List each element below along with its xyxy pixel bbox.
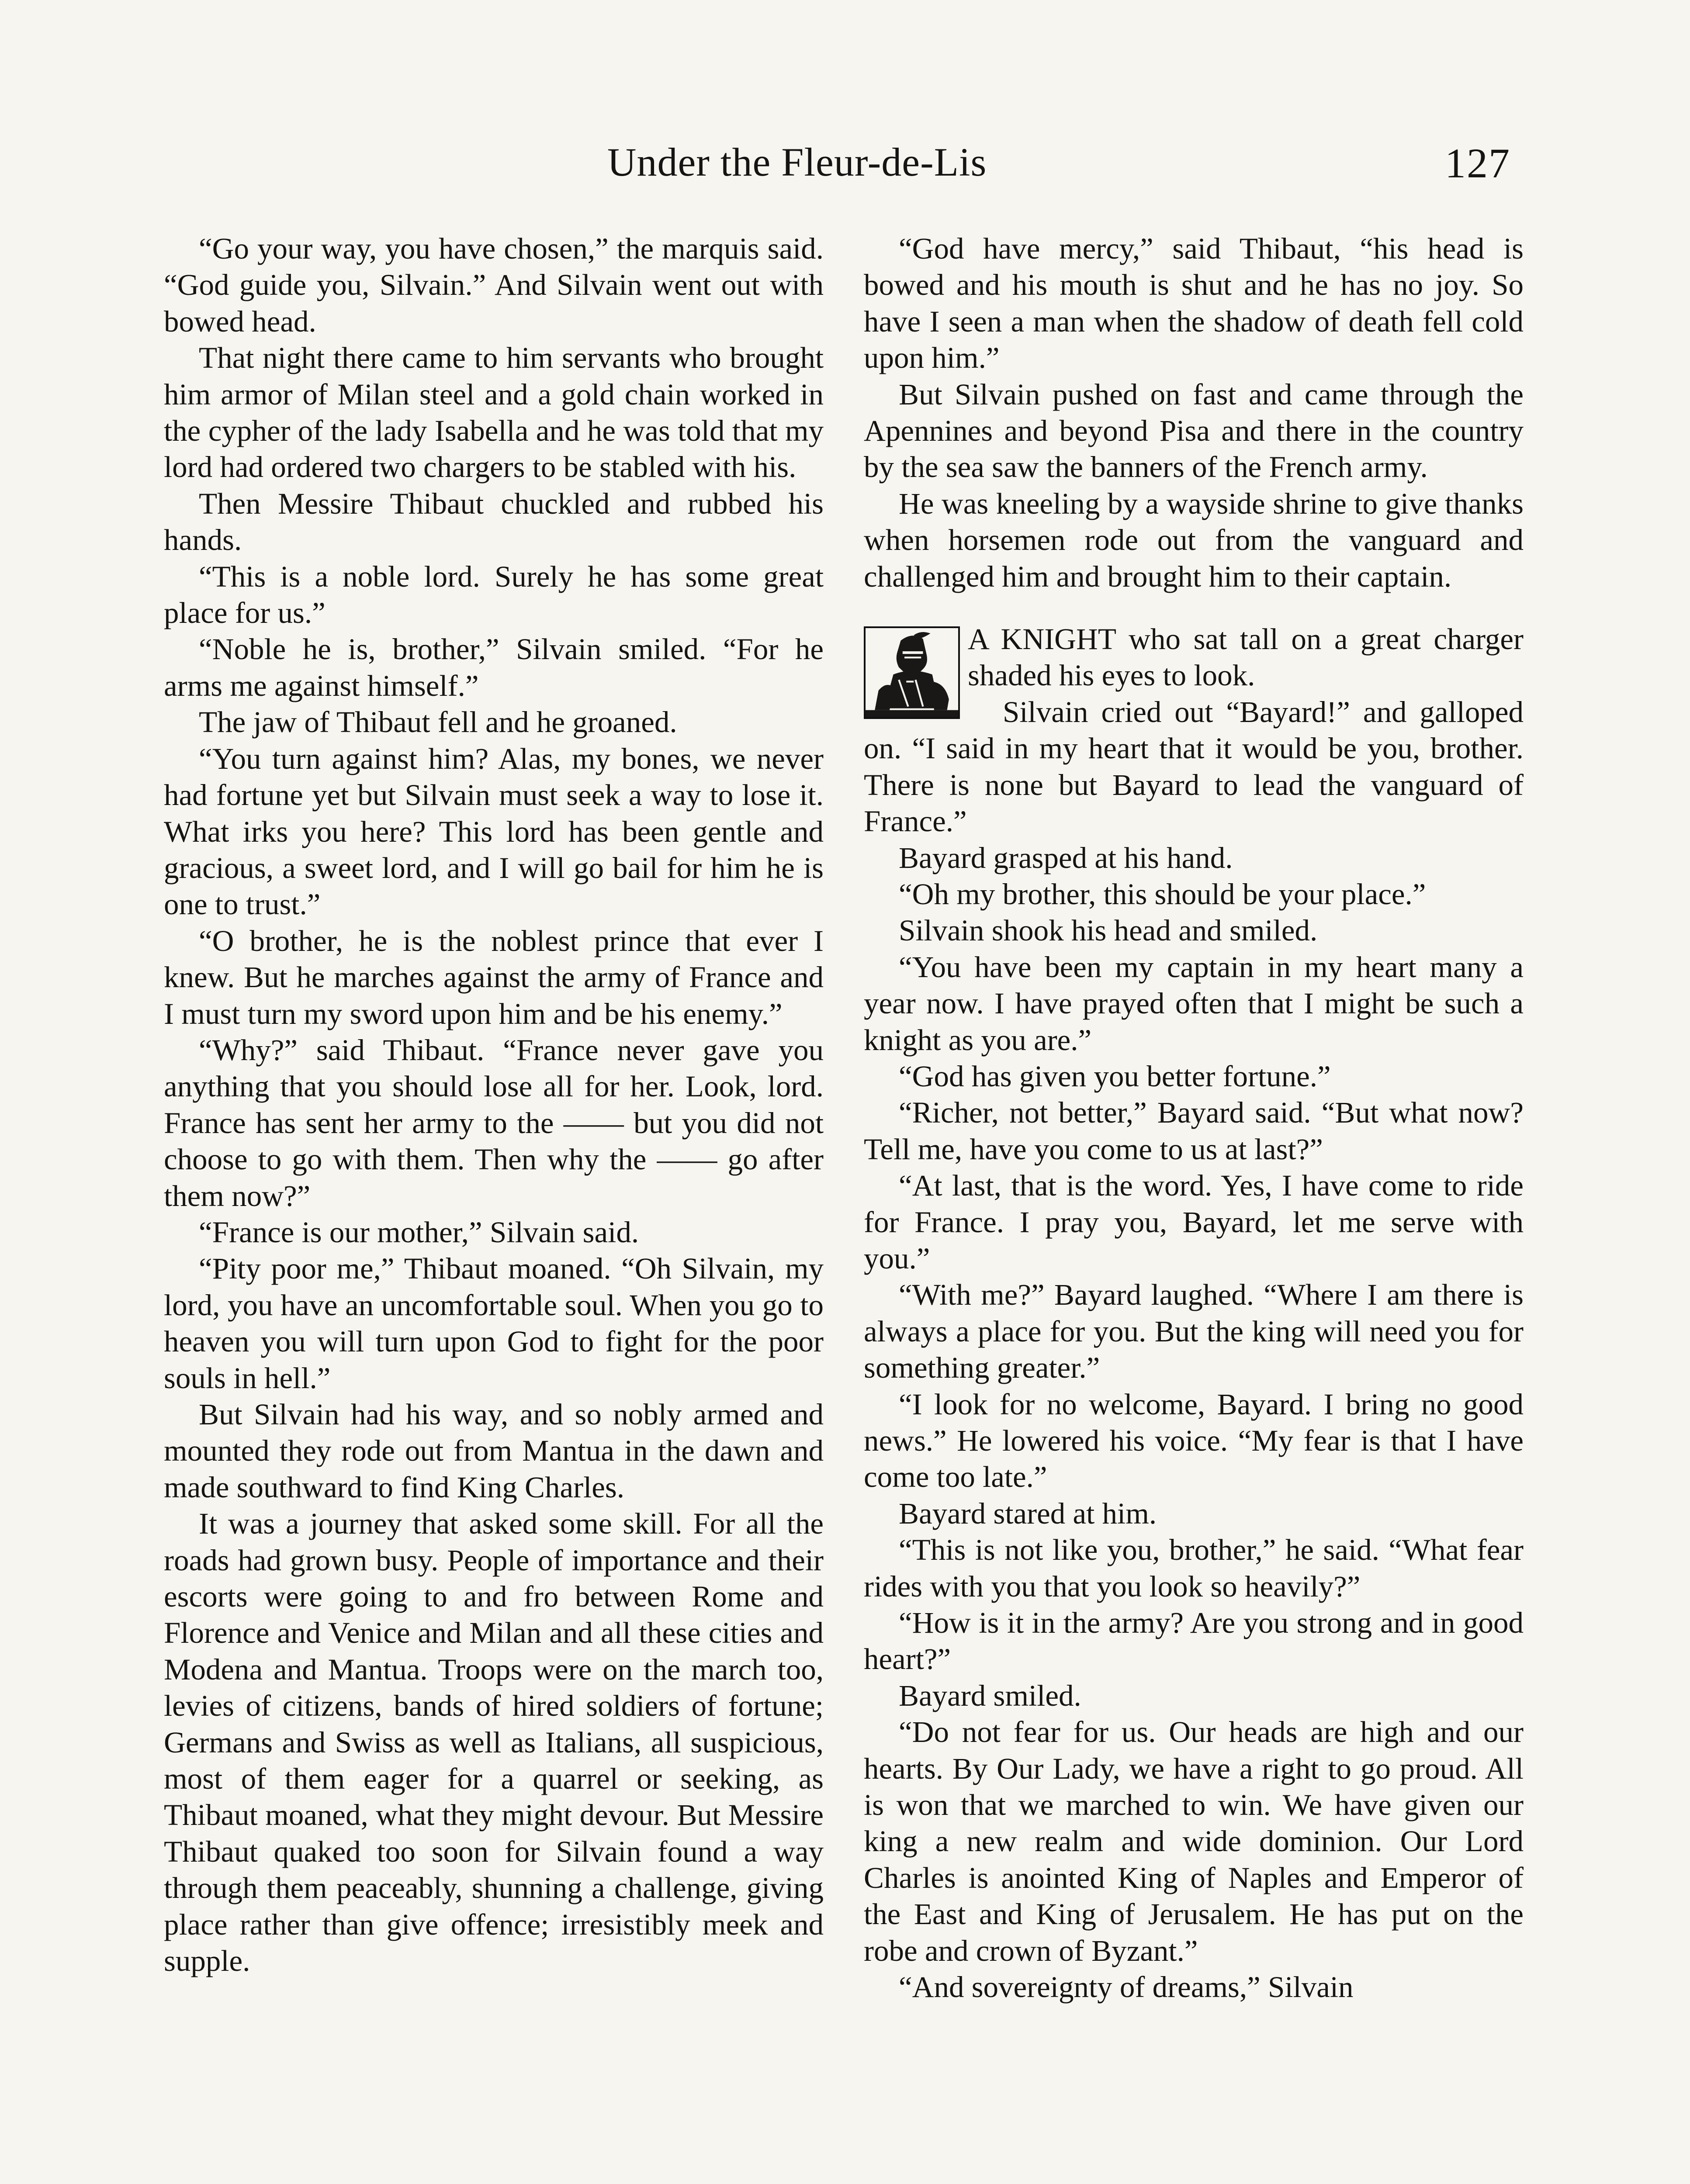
paragraph: The jaw of Thibaut fell and he groaned. [199, 705, 677, 739]
page-number: 127 [1445, 140, 1510, 187]
paragraph: “And sovereignty of dreams,” Silvain [899, 1970, 1354, 2004]
left-column [164, 231, 824, 1980]
right-column [864, 231, 1524, 2006]
paragraph: “At last, that is the word. Yes, I have come to ride for France. I pray you, Bayard, let me serve with you.” [864, 1169, 1524, 1275]
paragraph: “Richer, not better,” Bayard said. “But what now? Tell me, have you come to us at last?” [864, 1096, 1524, 1166]
paragraph: “How is it in the army? Are you strong and in good heart?” [864, 1606, 1524, 1676]
paragraph: Then Messire Thibaut chuckled and rubbed his hands. [164, 487, 824, 557]
paragraph: “God has given you better fortune.” [899, 1059, 1331, 1093]
paragraph: “Go your way, you have chosen,” the marquis said. “God guide you, Silvain.” And Silvain went out with bowed head. [164, 232, 824, 338]
knight-illustration-icon [864, 626, 960, 719]
paragraph: “I look for no welcome, Bayard. I bring no good news.” He lowered his voice. “My fear is that I have come too late.” [864, 1387, 1524, 1494]
paragraph: “O brother, he is the noblest prince that ever I knew. But he marches against the army of France and I must turn my sword upon him and be his enemy.” [164, 924, 824, 1030]
paragraph: It was a journey that asked some skill. For all the roads had grown busy. People of importance and their escorts were going to and fro between Rome and Florence and Venice and Milan and all these cities and Modena and Mantua. Troops were on the march too, levies of citizens, bands of hired soldiers of fortune; Germans and Swiss as well as Italians, all suspicious, most of them eager for a quarrel or seeking, as Thibaut moaned, what they might devour. But Messire Thibaut quaked too soon for Silvain found a way through them peaceably, shunning a challenge, giving place rather than give offence; irresistibly meek and supple. [164, 1507, 824, 1978]
paragraph: “Oh my brother, this should be your place.” [899, 877, 1426, 911]
paragraph: “You have been my captain in my heart many a year now. I have prayed often that I might be such a knight as you are.” [864, 950, 1524, 1057]
paragraph: Silvain cried out “Bayard!” and galloped on. “I said in my heart that it would be you, brother. There is none but Bayard to lead the vanguard of France.” [864, 695, 1524, 838]
running-title: Under the Fleur-de-Lis [607, 140, 987, 184]
paragraph: But Silvain had his way, and so nobly armed and mounted they rode out from Mantua in the dawn and made southward to find King Charles. [164, 1398, 824, 1504]
paragraph: That night there came to him servants who brought him armor of Milan steel and a gold chain worked in the cypher of the lady Isabella and he was told that my lord had ordered two chargers to be stabled with his. [164, 341, 824, 484]
paragraph: Bayard smiled. [899, 1679, 1081, 1712]
paragraph: Bayard grasped at his hand. [899, 841, 1233, 874]
paragraph: “This is a noble lord. Surely he has some great place for us.” [164, 560, 824, 630]
paragraph: He was kneeling by a wayside shrine to give thanks when horsemen rode out from the vanguard and challenged him and brought him to their captain. [864, 487, 1524, 593]
paragraph: “France is our mother,” Silvain said. [199, 1215, 639, 1249]
paragraph: “Why?” said Thibaut. “France never gave you anything that you should lose all for her. Look, lord. France has sent her army to the —— but you did not choose to go with them. Then why the —— go after them now?” [164, 1033, 824, 1213]
paragraph: But Silvain pushed on fast and came through the Apennines and beyond Pisa and there in the country by the sea saw the banners of the French army. [864, 377, 1524, 484]
paragraph: “Do not fear for us. Our heads are high and our hearts. By Our Lady, we have a right to go proud. All is won that we marched to win. We have given our king a new realm and wide dominion. Our Lord Charles is anointed King of Naples and Emperor of the East and King of Jerusalem. He has put on the robe and crown of Byzant.” [864, 1715, 1524, 1967]
paragraph: “Noble he is, brother,” Silvain smiled. “For he arms me against himself.” [164, 632, 824, 702]
paragraph: Bayard stared at him. [899, 1496, 1157, 1530]
paragraph: “With me?” Bayard laughed. “Where I am there is always a place for you. But the king will need you for something greater.” [864, 1278, 1524, 1385]
paragraph: “Pity poor me,” Thibaut moaned. “Oh Silvain, my lord, you have an uncomfortable soul. When you go to heaven you will turn upon God to fight for the poor souls in hell.” [164, 1252, 824, 1395]
paragraph: “God have mercy,” said Thibaut, “his head is bowed and his mouth is shut and he has no joy. So have I seen a man when the shadow of death fell cold upon him.” [864, 232, 1524, 375]
dropcap-text: A KNIGHT who sat tall on a great charger shaded his eyes to look. [968, 622, 1524, 692]
paragraph: Silvain shook his head and smiled. [899, 914, 1318, 947]
paragraph: “This is not like you, brother,” he said. “What fear rides with you that you look so heavily?” [864, 1533, 1524, 1603]
dropcap-paragraph [864, 621, 1524, 694]
paragraph: “You turn against him? Alas, my bones, we never had fortune yet but Silvain must seek a way to lose it. What irks you here? This lord has been gentle and gracious, a sweet lord, and I will go bail for him he is one to trust.” [164, 742, 824, 921]
